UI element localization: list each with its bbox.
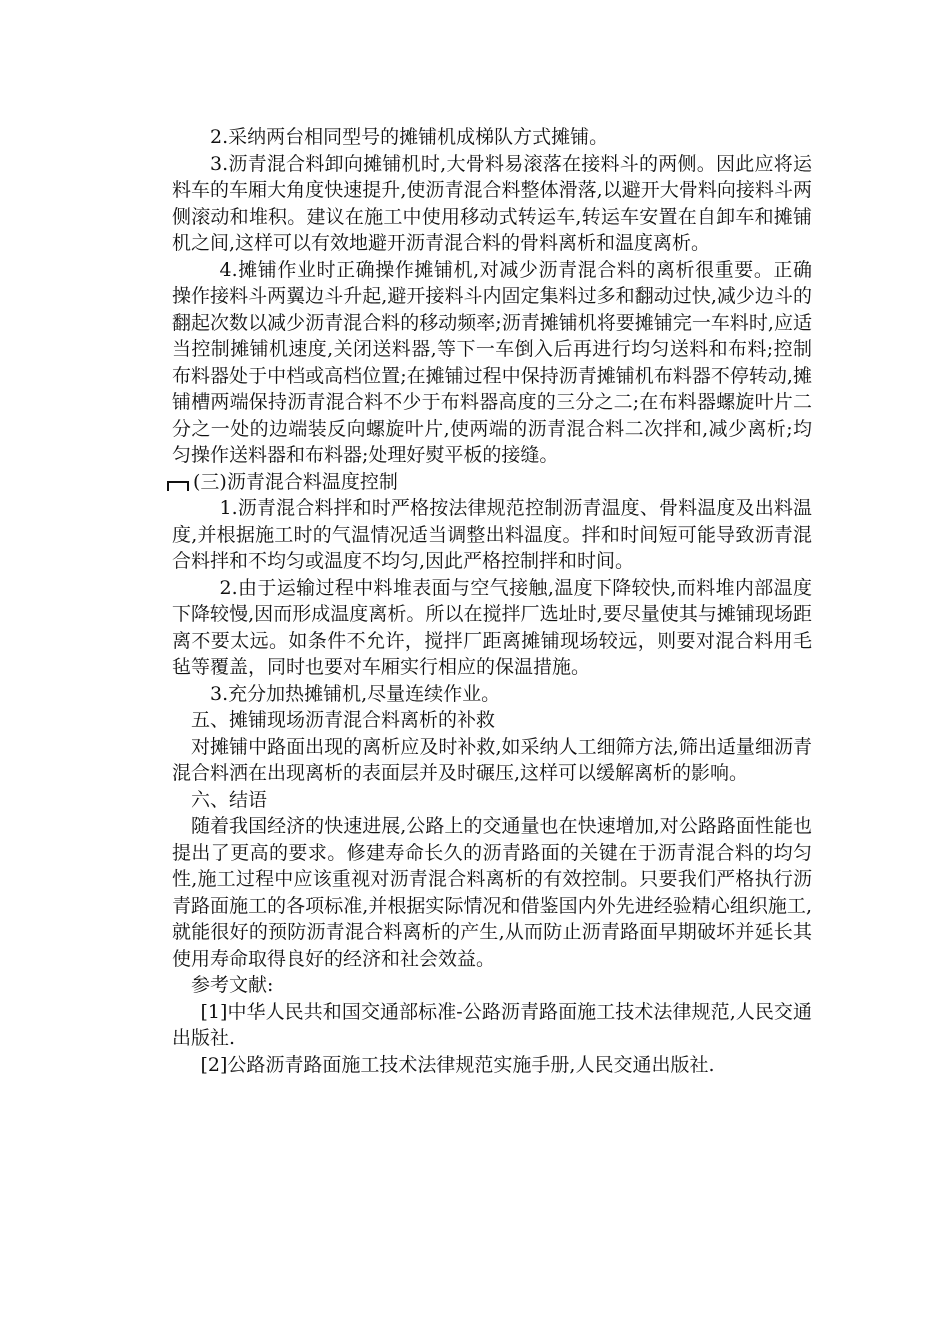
reference-item-1: [1]中华人民共和国交通部标准-公路沥青路面施工技术法律规范,人民交通出版社. [172, 1000, 812, 1049]
paragraph-heating: 3.充分加热摊铺机,尽量连续作业。 [210, 682, 501, 705]
paragraph-operation: 4.摊铺作业时正确操作摊铺机,对减少沥青混合料的离析很重要。正确操作接料斗两翼边斗升起,避开接料斗内固定集料过多和翻动过快,减少边斗的翻起次数以减少沥青混合料的移动频率;沥青摊铺机将要摊铺完一车料时,应适当控制摊铺机速度,关闭送料器,等下一车倒入后再进行均匀送料和布料;控制布料器处于中档或高档位置;在摊铺过程中保持沥青摊铺机布料器不停转动,摊铺槽两端保持沥青混合料不少于布料器高度的三分之二;在布料器螺旋叶片二分之一处的边端装反向螺旋叶片,使两端的沥青混合料二次拌和,减少离析;均匀操作送料器和布料器;处理好熨平板的接缝。 [172, 258, 812, 466]
section-heading-conclusion: 六、结语 [191, 788, 268, 811]
paragraph-paving-method: 2.采纳两台相同型号的摊铺机成梯队方式摊铺。 [210, 126, 609, 148]
section-heading-text: (三)沥青混合料温度控制 [193, 470, 398, 493]
paragraph-transport: 2.由于运输过程中料堆表面与空气接触,温度下降较快,而料堆内部温度下降较慢,因而形成温度离析。所以在搅拌厂选址时,要尽量使其与摊铺现场距离不要太远。如条件不允许，搅拌厂距离摊铺现场较远，则要对混合料用毛毡等覆盖，同时也要对车厢实行相应的保温措施。 [172, 576, 812, 678]
document-page [172, 124, 812, 1078]
paragraph-mixing-temperature: 1.沥青混合料拌和时严格按法律规范控制沥青温度、骨料温度及出料温度,并根据施工时的气温情况适当调整出料温度。拌和时间短可能导致沥青混合料拌和不均匀或温度不均匀,因此严格控制拌和时间。 [172, 497, 812, 572]
section-heading-remedy: 五、摊铺现场沥青混合料离析的补救 [191, 709, 496, 731]
paragraph-unloading: 3.沥青混合料卸向摊铺机时,大骨料易滚落在接料斗的两侧。因此应将运料车的车厢大角度快速提升,使沥青混合料整体滑落,以避开大骨料向接料斗两侧滚动和堆积。建议在施工中使用移动式转运车,转运车安置在自卸车和摊铺机之间,这样可以有效地避开沥青混合料的骨料离析和温度离析。 [172, 152, 812, 254]
references-heading: 参考文献: [191, 974, 274, 996]
paragraph-remedy: 对摊铺中路面出现的离析应及时补救,如采纳人工细筛方法,筛出适量细沥青混合料洒在出现离析的表面层并及时碾压,这样可以缓解离析的影响。 [172, 735, 812, 784]
margin-mark-icon [167, 481, 189, 491]
reference-item-2: [2]公路沥青路面施工技术法律规范实施手册,人民交通出版社. [200, 1053, 715, 1076]
paragraph-conclusion: 随着我国经济的快速进展,公路上的交通量也在快速增加,对公路路面性能也提出了更高的要求。修建寿命长久的沥青路面的关键在于沥青混合料的均匀性,施工过程中应该重视对沥青混合料离析的有效控制。只要我们严格执行沥青路面施工的各项标准,并根据实际情况和借鉴国内外先进经验精心组织施工,就能很好的预防沥青混合料离析的产生,从而防止沥青路面早期破坏并延长其使用寿命取得良好的经济和社会效益。 [172, 815, 812, 970]
section-heading-temperature-control [172, 469, 812, 496]
